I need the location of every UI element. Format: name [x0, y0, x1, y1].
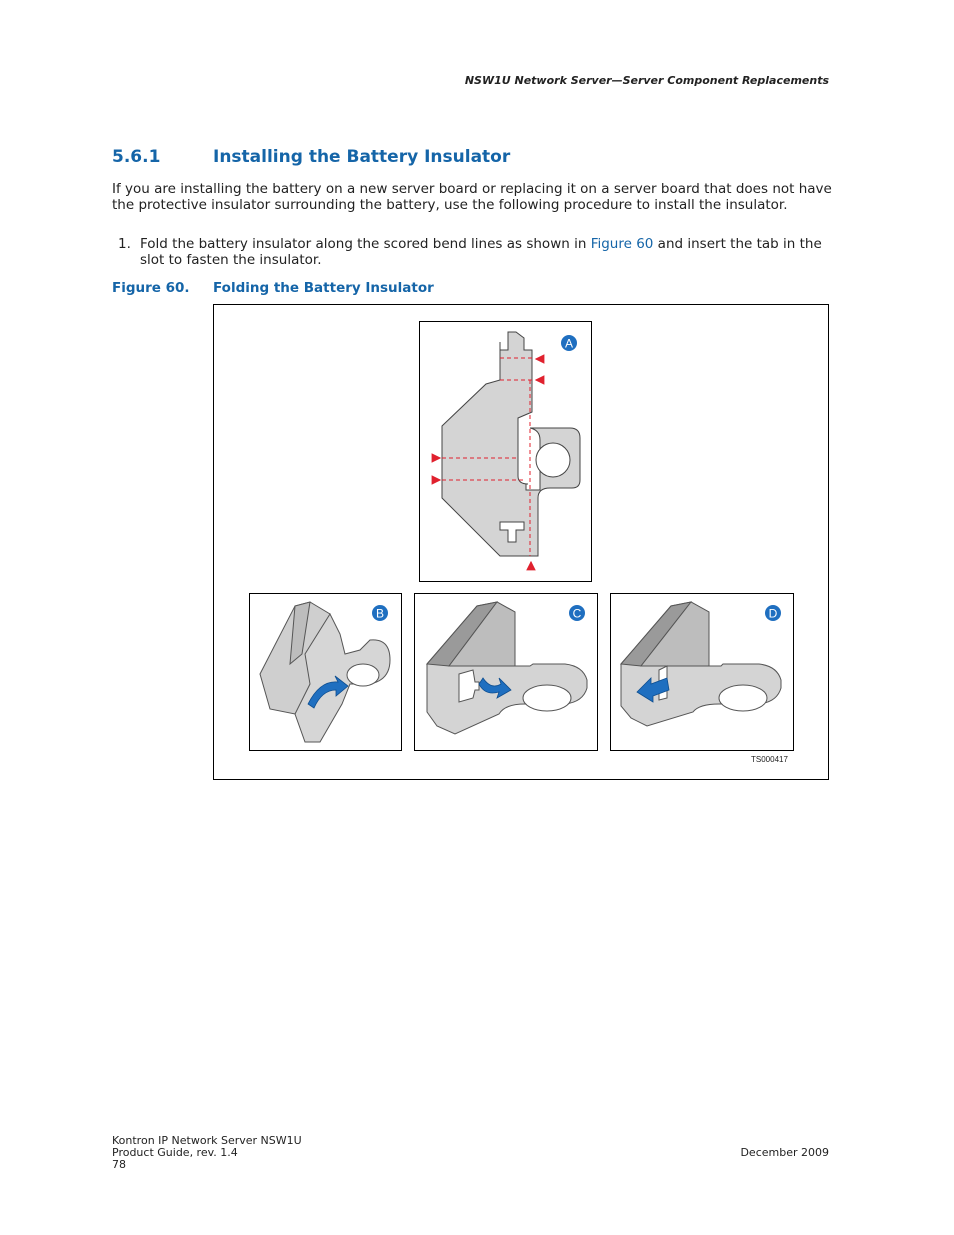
footer-product: Kontron IP Network Server NSW1U: [112, 1134, 302, 1147]
footer-left: [112, 1135, 302, 1171]
section-number: 5.6.1: [112, 147, 161, 167]
label-b: B: [375, 606, 385, 621]
panel-a: [419, 321, 592, 582]
label-d: D: [768, 606, 778, 621]
label-a: A: [564, 336, 574, 351]
footer-guide: Product Guide, rev. 1.4: [112, 1146, 238, 1159]
panel-c: [414, 593, 598, 751]
footer-date: December 2009: [740, 1146, 829, 1159]
step-number: 1.: [118, 236, 131, 252]
panel-b: [249, 593, 402, 751]
battery-hole: [536, 443, 570, 477]
step-text: [140, 236, 832, 268]
folding-step-d-illustration: [611, 594, 793, 750]
label-c: C: [572, 606, 582, 621]
figure-code: TS000417: [751, 755, 788, 764]
folding-step-c-illustration: [415, 594, 597, 750]
figure-title: Folding the Battery Insulator: [213, 280, 434, 296]
flat-insulator-illustration: [420, 322, 591, 581]
folding-step-b-illustration: [250, 594, 401, 750]
page-number: 78: [112, 1158, 126, 1171]
section-title: Installing the Battery Insulator: [213, 147, 511, 167]
figure-link[interactable]: Figure 60: [590, 236, 654, 252]
intro-paragraph: If you are installing the battery on a new server board or replacing it on a server board that does not have the protective insulator surrounding the battery, use the following procedure to install the insulator.: [112, 181, 832, 213]
step-text-after: and insert the tab in the slot to fasten the insulator.: [140, 236, 822, 268]
running-header: NSW1U Network Server—Server Component Replacements: [464, 74, 829, 87]
step-text-before: Fold the battery insulator along the scored bend lines as shown in: [140, 236, 591, 252]
panel-d: [610, 593, 794, 751]
figure-number: Figure 60.: [112, 280, 190, 296]
